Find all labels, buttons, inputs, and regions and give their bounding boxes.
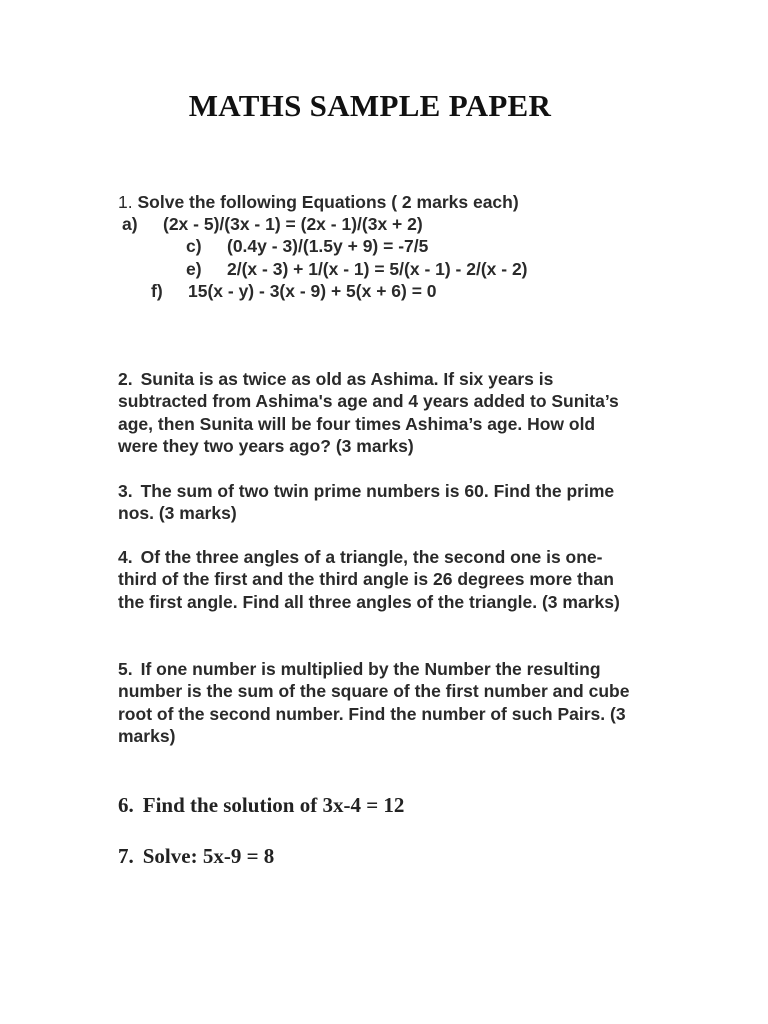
question-6-number: 6.	[118, 793, 134, 817]
question-1-number: 1.	[118, 192, 133, 212]
question-7	[118, 844, 274, 869]
equation-a-label: a)	[122, 214, 138, 234]
question-6-text: Find the solution of 3x-4 = 12	[142, 793, 405, 817]
equation-e-label: e)	[186, 259, 202, 279]
question-4-text: Of the three angles of a triangle, the second one is one-third of the first and the third angle is 26 degrees more than the first angle. Find all three angles of the triangle. (3 marks)	[118, 547, 620, 612]
equation-a	[122, 214, 423, 235]
equation-f-text: 15(x - y) - 3(x - 9) + 5(x + 6) = 0	[188, 281, 437, 301]
question-4	[118, 546, 638, 613]
question-3	[118, 480, 638, 525]
question-3-text: The sum of two twin prime numbers is 60. Find the prime nos. (3 marks)	[118, 481, 615, 524]
equation-e	[186, 259, 528, 280]
question-1-heading	[118, 192, 519, 213]
question-7-text: Solve: 5x-9 = 8	[142, 844, 275, 868]
question-2-number: 2.	[118, 369, 133, 389]
question-5	[118, 658, 638, 748]
equation-c-label: c)	[186, 236, 202, 256]
equation-c	[186, 236, 428, 257]
question-7-number: 7.	[118, 844, 134, 868]
question-1-text: Solve the following Equations ( 2 marks each)	[137, 192, 519, 212]
question-6	[118, 793, 404, 818]
equation-f-label: f)	[151, 281, 163, 301]
question-2-text: Sunita is as twice as old as Ashima. If six years is subtracted from Ashima's age and 4 years added to Sunita’s age, then Sunita will be four times Ashima’s age. How old were they two years ago? (3 marks)	[118, 369, 619, 457]
question-5-number: 5.	[118, 659, 133, 679]
question-4-number: 4.	[118, 547, 133, 567]
equation-a-text: (2x - 5)/(3x - 1) = (2x - 1)/(3x + 2)	[163, 214, 423, 234]
question-5-text: If one number is multiplied by the Number the resulting number is the sum of the square of the first number and cube root of the second number. Find the number of such Pairs. (3 marks)	[118, 659, 630, 747]
equation-c-text: (0.4y - 3)/(1.5y + 9) = -7/5	[227, 236, 429, 256]
page-title: MATHS SAMPLE PAPER	[188, 88, 552, 123]
question-2	[118, 368, 638, 458]
equation-f	[151, 281, 437, 302]
question-3-number: 3.	[118, 481, 133, 501]
equation-e-text: 2/(x - 3) + 1/(x - 1) = 5/(x - 1) - 2/(x - 2)	[227, 259, 528, 279]
